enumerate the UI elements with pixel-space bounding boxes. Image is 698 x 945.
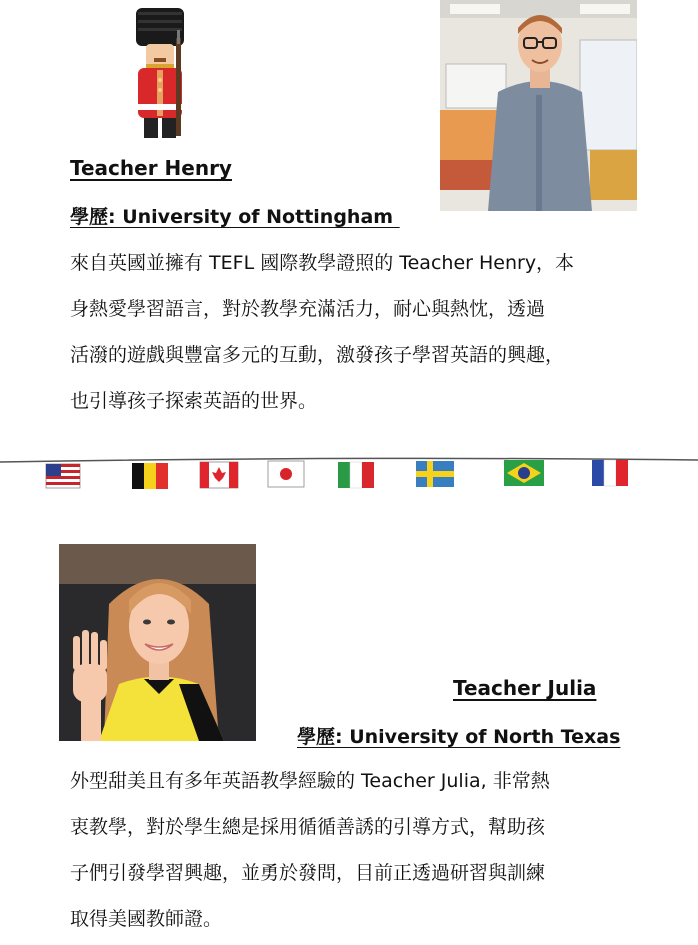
teacher-henry-education: 學歷: University of Nottingham: [70, 206, 400, 228]
flag-bunting: [0, 446, 698, 496]
teacher-henry-photo: [440, 0, 637, 211]
bio-line: 外型甜美且有多年英語教學經驗的 Teacher Julia, 非常熱: [70, 770, 550, 792]
brazil-flag-icon: [504, 460, 544, 486]
canada-flag-icon: [200, 462, 238, 488]
teacher-julia-photo: [59, 544, 256, 741]
teacher-julia-name: Teacher Julia: [453, 676, 597, 700]
bio-line: 衷教學，對於學生總是採用循循善誘的引導方式，幫助孩: [70, 816, 546, 838]
france-flag-icon: [592, 460, 628, 486]
bio-line: 來自英國並擁有 TEFL 國際教學證照的 Teacher Henry，本: [70, 252, 575, 274]
teacher-henry-bio: [70, 240, 640, 424]
usa-flag-icon: [46, 464, 80, 488]
italy-flag-icon: [338, 462, 374, 488]
bio-line: 也引導孩子探索英語的世界。: [70, 390, 318, 412]
royal-guard-illustration: [128, 8, 192, 140]
sweden-flag-icon: [416, 461, 454, 487]
bio-line: 身熱愛學習語言，對於教學充滿活力，耐心與熱忱，透過: [70, 298, 546, 320]
belgium-flag-icon: [132, 463, 168, 489]
teacher-henry-name: Teacher Henry: [70, 156, 232, 180]
bio-line: 子們引發學習興趣，並勇於發問，目前正透過研習與訓練: [70, 862, 546, 884]
teacher-julia-education: 學歷: University of North Texas: [297, 726, 621, 748]
bio-line: 活潑的遊戲與豐富多元的互動，激發孩子學習英語的興趣，: [70, 344, 565, 366]
japan-flag-icon: [268, 461, 304, 487]
teacher-julia-bio: [70, 758, 640, 942]
bio-line: 取得美國教師證。: [70, 908, 223, 930]
